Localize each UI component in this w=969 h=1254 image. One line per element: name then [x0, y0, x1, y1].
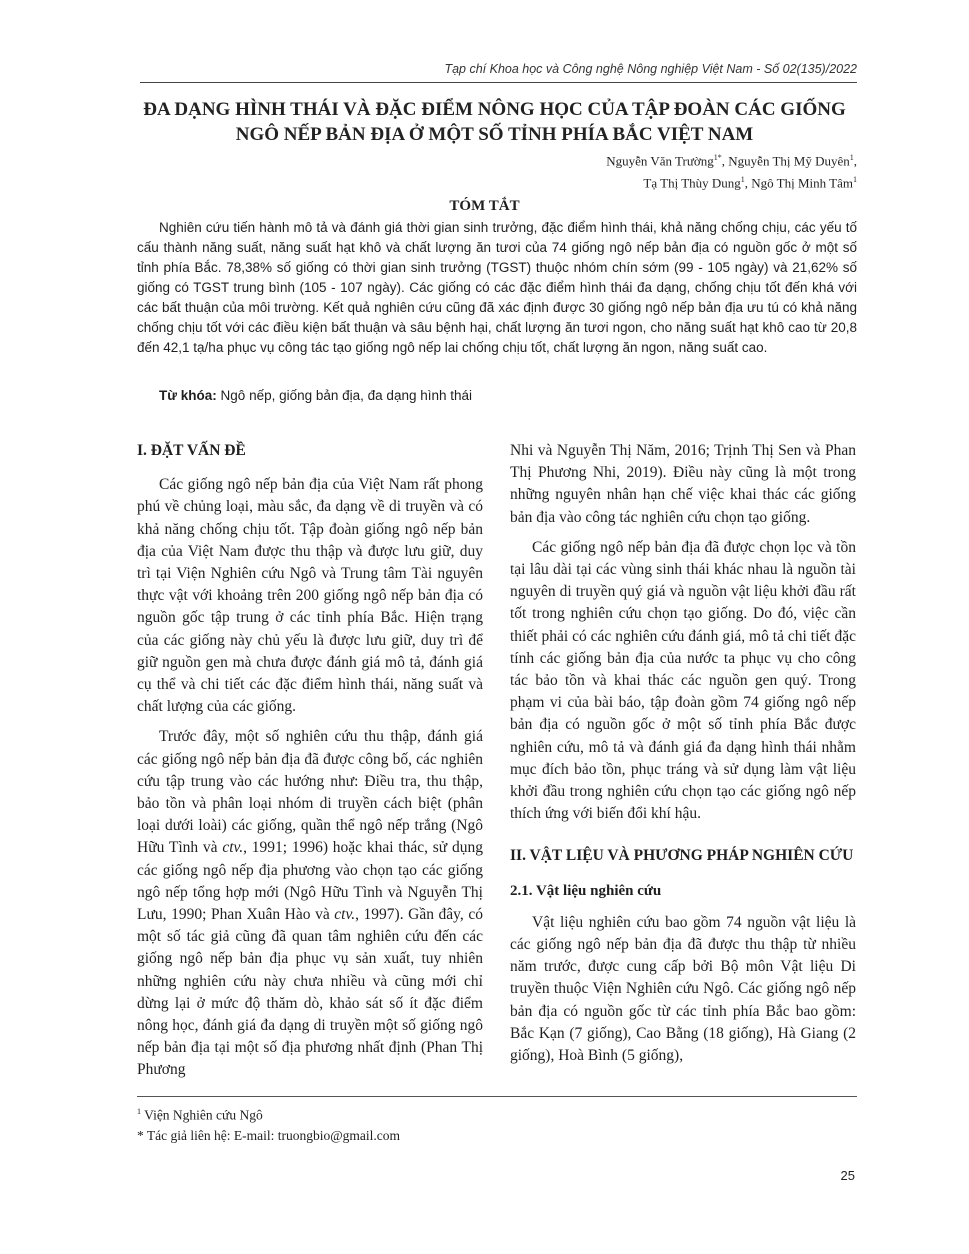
section-1-paragraph-1: Các giống ngô nếp bản địa của Việt Nam rất phong phú về chủng loại, màu sắc, đa dạng về di truyền và có khả năng chống chịu tốt. Tập đoàn giống ngô nếp bản địa của Việt Nam được thu thập và được lưu giữ, duy trì tại Viện Nghiên cứu Ngô và Trung tâm Tài nguyên thực vật với khoảng trên 200 giống ngô nếp bản địa có nguồn gốc tập trung ở các tỉnh phía Bắc. Hiện trạng của các giống này chủ yếu là được lưu giữ, duy trì để giữ nguồn gen mà chưa được đánh giá mô tả, đánh giá cụ thể và chi tiết các đặc điểm hình thái, năng suất và chất lượng của các giống.: [137, 476, 483, 716]
title-line-1: ĐA DẠNG HÌNH THÁI VÀ ĐẶC ĐIỂM NÔNG HỌC CỦA TẬP ĐOÀN CÁC GIỐNG: [143, 99, 846, 120]
title-line-2: NGÔ NẾP BẢN ĐỊA Ở MỘT SỐ TỈNH PHÍA BẮC VIỆT NAM: [235, 124, 754, 145]
keywords-label: Từ khóa:: [159, 388, 217, 403]
page-number: 25: [840, 1168, 855, 1183]
author-affiliation-mark: 1*: [713, 153, 722, 162]
journal-running-header: Tạp chí Khoa học và Công nghệ Nông nghiệp Việt Nam - Số 02(135)/2022: [140, 62, 857, 83]
citation-etal: ctv.: [334, 906, 356, 924]
abstract-text: Nghiên cứu tiến hành mô tả và đánh giá thời gian sinh trưởng, đặc điểm hình thái, khả năng chống chịu, các yếu tố cấu thành năng suất, năng suất hạt khô và chất lượng ăn tươi của 74 giống ngô nếp bản địa có nguồn gốc ở một số tỉnh phía Bắc. 78,38% số giống có thời gian sinh trưởng (TGST) thuộc nhóm chín sớm (99 - 105 ngày) và 21,62% số giống có TGST trung bình (105 - 107 ngày). Các giống có các đặc điểm hình thái đa dạng, chống chịu tốt đến khá với các bất thuận của môi trường. Kết quả nghiên cứu cũng đã xác định được 30 giống ngô nếp bản địa ưu tú có khả năng chống chịu tốt với các điều kiện bất thuận và sâu bệnh hại, chất lượng ăn tươi ngon, cho năng suất hạt khô cao từ 20,8 đến 42,1 tạ/ha phục vụ công tác tạo giống ngô nếp lai chống chịu tốt, chất lượng ăn ngon, năng suất cao.: [137, 220, 857, 355]
footnote-mark: 1: [137, 1107, 141, 1116]
footnote-divider: [137, 1096, 857, 1097]
author-separator: ,: [853, 153, 857, 169]
footnote-contact: * Tác giả liên hệ: E-mail: truongbio@gmail.com: [137, 1127, 400, 1143]
author-name: Nguyễn Văn Trường: [606, 153, 714, 169]
author-list: [397, 148, 857, 193]
section-1-heading: I. ĐẶT VẤN ĐỀ: [137, 442, 246, 459]
footnote-text: Viện Nghiên cứu Ngô: [141, 1107, 263, 1123]
author-affiliation-mark: 1: [740, 175, 745, 185]
right-column: [510, 440, 856, 1075]
author-separator: ,: [721, 153, 729, 169]
section-1-paragraph-2-continued: Nhi và Nguyễn Thị Năm, 2016; Trịnh Thị Sen và Phan Thị Phương Nhi, 2019). Điều này cũng là một trong những nguyên nhân hạn chế việc khai thác các giống bản địa vào công tác nghiên cứu chọn tạo giống.: [510, 442, 856, 526]
citation-etal: ctv.: [222, 839, 244, 857]
paragraph-text: Trước đây, một số nghiên cứu thu thập, đánh giá các giống ngô nếp bản địa đã được công bố, các nghiên cứu tập trung vào các hướng như: Điều tra, thu thập, bảo tồn và phân loại nhóm di truyền cách biệt (phân loại dưới loài) các giống, quần thể ngô nếp trắng (Ngô Hữu Tình và: [137, 728, 483, 857]
abstract-heading: TÓM TẮT: [449, 198, 520, 214]
author-separator: ,: [744, 175, 752, 191]
keywords: [159, 388, 472, 403]
author-name: Nguyễn Thị Mỹ Duyên: [728, 153, 850, 169]
footnotes: [137, 1102, 400, 1146]
author-line-1: [397, 148, 857, 170]
author-name: Ngô Thị Minh Tâm: [751, 175, 853, 191]
article-title: [130, 97, 859, 147]
paragraph-text: , 1991; 1996) hoặc khai thác, sử dụng các giống ngô nếp địa phương vào chọn tạo các giống ngô nếp tổng hợp mới (Ngô Hữu Tình và Nguyễn Thị Lưu, 1990; Phan Xuân Hào và: [137, 839, 483, 924]
author-line-2: [397, 170, 857, 192]
author-affiliation-mark: 1: [853, 175, 857, 185]
section-2-heading: II. VẬT LIỆU VÀ PHƯƠNG PHÁP NGHIÊN CỨU: [510, 847, 854, 865]
paragraph-text: , 1997). Gần đây, có một số tác giả cũng đã quan tâm nghiên cứu đến các giống ngô nếp bản địa phục vụ sản xuất, tuy nhiên những nghiên cứu này chưa nhiều và cũng mới chỉ dừng lại ở mức độ thăm dò, khảo sát số ít đặc điểm nông học, đánh giá đa dạng di truyền một số giống ngô nếp bản địa tại một số địa phương nhất định (Phan Thị Phương: [137, 906, 483, 1079]
footnote-affiliation: [137, 1102, 400, 1126]
section-1-paragraph-3: Các giống ngô nếp bản địa đã được chọn lọc và tồn tại lâu dài tại các vùng sinh thái khác nhau là nguồn tài nguyên di truyền quý giá và nguồn vật liệu khởi đầu rất tốt trong nghiên cứu chọn tạo giống. Do đó, việc cần thiết phải có các nghiên cứu đánh giá, mô tả chi tiết đặc tính các giống bản địa của nước ta phục vụ cho công tác bảo tồn và khai thác các nguồn gen quý. Trong phạm vi của bài báo, tập đoàn gồm 74 giống ngô nếp bản địa có nguồn gốc ở một số tỉnh phía Bắc được nghiên cứu, mô tả và đánh giá đa dạng hình thái nhằm mục đích bảo tồn, phục tráng và sử dụng làm vật liệu khởi đầu trong nghiên cứu chọn tạo các giống ngô nếp thích ứng với biến đổi khí hậu.: [510, 538, 856, 823]
author-affiliation-mark: 1: [849, 153, 854, 162]
left-column: [137, 440, 483, 1090]
author-name: Tạ Thị Thùy Dung: [643, 175, 741, 191]
keywords-text: Ngô nếp, giống bản địa, đa dạng hình thái: [220, 388, 473, 403]
section-1-paragraph-2: [137, 726, 483, 1081]
section-2-paragraph-1: Vật liệu nghiên cứu bao gồm 74 nguồn vật liệu là các giống ngô nếp bản địa đã được thu thập từ nhiều năm trước, được cung cấp bởi Bộ môn Vật liệu Di truyền thuộc Viện Nghiên cứu Ngô. Các giống ngô nếp bản địa có nguồn gốc từ các tỉnh phía Bắc bao gồm: Bắc Kạn (7 giống), Cao Bằng (18 giống), Hà Giang (2 giống), Hoà Bình (5 giống),: [510, 913, 856, 1065]
subsection-2-1-heading: 2.1. Vật liệu nghiên cứu: [510, 882, 662, 899]
